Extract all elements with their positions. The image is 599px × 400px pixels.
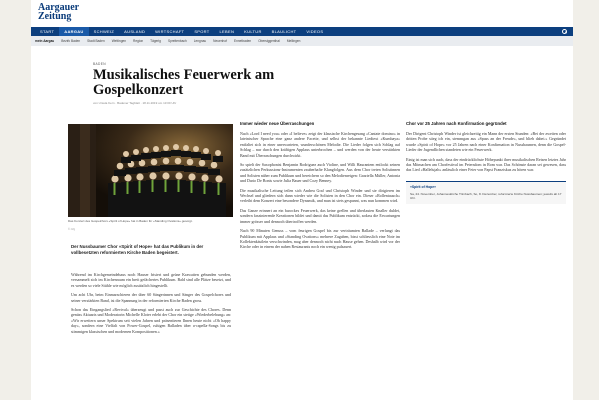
breadcrumb-item[interactable]: Region (133, 39, 144, 43)
breadcrumb-item[interactable]: Ennetbaden (233, 39, 252, 43)
article-paragraph: Das Ganze erinnert an ein barockes Feuerwerk, das keine grellen und überlauten Knaller duldet, sondern faszinierende Kreationen bildet und damit das Publikum entzückt, sodass die Erwartungen immer grösser und dennoch übertroffen werden. (240, 207, 400, 224)
article-paragraph: Während im Kirchgemeindehaus noch Hauser frisiert und grüne Krawatten gebunden werden, versammelt sich im Kirchenraum ein breit gefächertes Publikum. Bald sind alle Plätze besetzt, und es werden so viele Stühle wie möglich zusätzlich hingestellt. (71, 272, 231, 288)
breadcrumb-item[interactable]: Spreitenbach (167, 39, 187, 43)
page (31, 0, 573, 400)
photo-credit: © zVg (68, 228, 76, 231)
nav-item-ausland[interactable]: AUSLAND (124, 29, 146, 34)
nav-item-sport[interactable]: SPORT (194, 29, 210, 34)
site-logo[interactable] (38, 4, 79, 21)
article-paragraph: So spielt der Saxophonist Benjamin Rodriguez auch Violine, und Willi Haurantem entlockt seinen zusätzlichen Perkussions-Instrumenten zauberhafte Klangfolgen. Aus dem Chor treten Solistinnen und Solisten näher zum Publikum und bereichern so den Melodienreigen: Graziella Müller, Antonia und Dario De Bonis sowie Julia Bauer und Cozy Benney. (240, 162, 400, 184)
breadcrumb (31, 36, 573, 46)
breadcrumb-item[interactable]: Stadt Baden (87, 39, 105, 43)
article-photo[interactable] (68, 124, 233, 217)
breadcrumb-item[interactable]: Mellingen (286, 39, 301, 43)
article-paragraph: Nach «Lord I need you» oder «I believe» zeigt der klassische Kirchengesang «Cantate domino» in lateinischer Sprache eine ganz andere Facette, und selbst der bekannte Liedtext «Kumbaya» entfaltet sich in einer unerwarteten, wunderschönen Melodie. Die Lieder folgen sich Schlag auf Schlag – nur durch den kräftigen Applaus unterbrochen – und werden von der heute verstärkten Band mit Überraschungen durchwirkt. (240, 131, 400, 158)
nav-item-aargau[interactable]: AARGAU (59, 27, 88, 36)
article-byline: von Ursula Kern · Badener Tagblatt · 18.11.2019 um 13:00 Uhr (93, 101, 177, 105)
breadcrumb-item[interactable]: Bezirk Baden (61, 39, 81, 43)
article-paragraph: Die musikalische Leitung teilen sich Andrea Graf und Christoph Winder und sie dirigieren im Wechsel und gliedern sich dann wieder wie die Solisten in den Chor ein. Dieser «Rollentausch» verleiht dem Konzert eine besondere Dynamik, und man ist stets gespannt, was nun kommen wird. (240, 187, 400, 204)
logo-line-1: Aargauer (38, 2, 80, 13)
article-paragraph: Schon das Eingangslied «Revival» überzeugt und passt auch zur Geschichte des Chores. Denn genüss Aktuaris und Moderatorin Michelle Kloter erlebt der Chor ein stetige «Wiederbelebung» an: «Wir erweitern unser Spektrum seit vielen Jahren und präsentieren Ihnen heute nicht «Oh happy day», sondern eine Vielfalt von Power-Gospel, ruhigen Balladen über a-capella-Songs bis zu stimmigen klassischen und modernen Kompositionen.» (71, 307, 231, 334)
middle-column (240, 121, 400, 254)
nav-item-blaulicht[interactable]: BLAULICHT (271, 29, 297, 34)
nav-item-schweiz[interactable]: SCHWEIZ (93, 29, 115, 34)
breadcrumb-item[interactable]: mein Aargau (35, 39, 55, 43)
article-paragraph: Nach 90 Minuten Genuss – vom feurigen Gospel bis zur verträumten Ballade – verlangt das Publikum mit Applaus und «Standing Ovations» mehrere Zugaben, bisst schliesslich eine Note im Kollektenkästlein verschwinden, mag aber dennoch nicht nach Hause gehen. Deshalb wird vor der Kirche oder in einem der nahen Restaurants noch ein wenig pulsauert. (240, 228, 400, 250)
article-paragraph: Der Dirigent Christoph Winder ist gleichzeitig ein Mann der ersten Stunden: «Bei der zweiten oder dritten Probe stieg ich ein, stemmgan aus «Spass an der Freude», und blieb dabei.» Gegründet wurde «Spirit of Hope» vor 25 Jahren nach einer Konfirmation in Nussbaumen, denn die Gospel-Lieder der Jugendlichen standeten wie ein Feuerwerk. (406, 131, 566, 153)
article-lead: Der Nussbaumer Chor «Spirit of Hope» hat das Publikum in der vollbesetzten reformierten Kirche Baden begeistert. (71, 244, 204, 256)
nav-item-videos[interactable]: VIDEOS (306, 29, 324, 34)
right-subheading: Chor vor 25 Jahren nach Konfirmation gegründet (406, 121, 507, 126)
infobox-title: «Spirit of Hope» (410, 184, 436, 189)
article-kicker: BADEN (93, 62, 106, 66)
nav-item-start[interactable]: START (40, 29, 55, 34)
photo-caption: Das Konzert des Gospelchors «Spirit of Hope» hat in Baden für «Standing Ovations» gesorgt. (68, 219, 193, 223)
breadcrumb-item[interactable]: Neuenhof (213, 39, 227, 43)
nav-item-wirtschaft[interactable]: WIRTSCHAFT (155, 29, 185, 34)
article-title: Musikalisches Feuerwerk am Gospelkonzert (93, 67, 275, 98)
breadcrumb-item[interactable]: Tägerig (150, 39, 161, 43)
main-nav (31, 27, 573, 36)
nav-item-leben[interactable]: LEBEN (219, 29, 235, 34)
left-column (71, 272, 231, 338)
search-icon[interactable] (562, 29, 567, 34)
article-paragraph: Einig ist man sich auch, dass der eindrücklichste Höhepunkt ihrer musikalischen Reisen letztes Jahr das Mitmachen am Chorfestival im Petersdom in Rom war. Das Schönste daran sei gewesen, dass das Lied «Hallelujah» anlässlich einer Feier von Papst Franziskus zu hören war. (406, 156, 566, 173)
logo-line-2: Zeitung (38, 10, 72, 22)
infobox-text: Sa, 24. November, Johanneskirche Trimbach, So, 8. Dezember, reformierte Kirche Nussbaumen; jeweils ab 17 Uhr. (410, 191, 562, 201)
nav-item-kultur[interactable]: KULTUR (244, 29, 262, 34)
event-infobox (406, 181, 566, 204)
right-column (406, 121, 566, 204)
choir-photo-illustration (68, 124, 233, 217)
article-paragraph: Um acht Uhr, beim Einmarschieren der über 60 Sängerinnen und Sänger des Gospelchores und seiner verstärkten Band, ist die Spannung in der reformierten Kirche Baden gross. (71, 292, 231, 303)
middle-subheading: Immer wieder neue Überraschungen (240, 121, 315, 126)
breadcrumb-item[interactable]: Lengnau (193, 39, 207, 43)
breadcrumb-item[interactable]: Obersiggenthal (258, 39, 280, 43)
breadcrumb-item[interactable]: Wettingen (111, 39, 127, 43)
